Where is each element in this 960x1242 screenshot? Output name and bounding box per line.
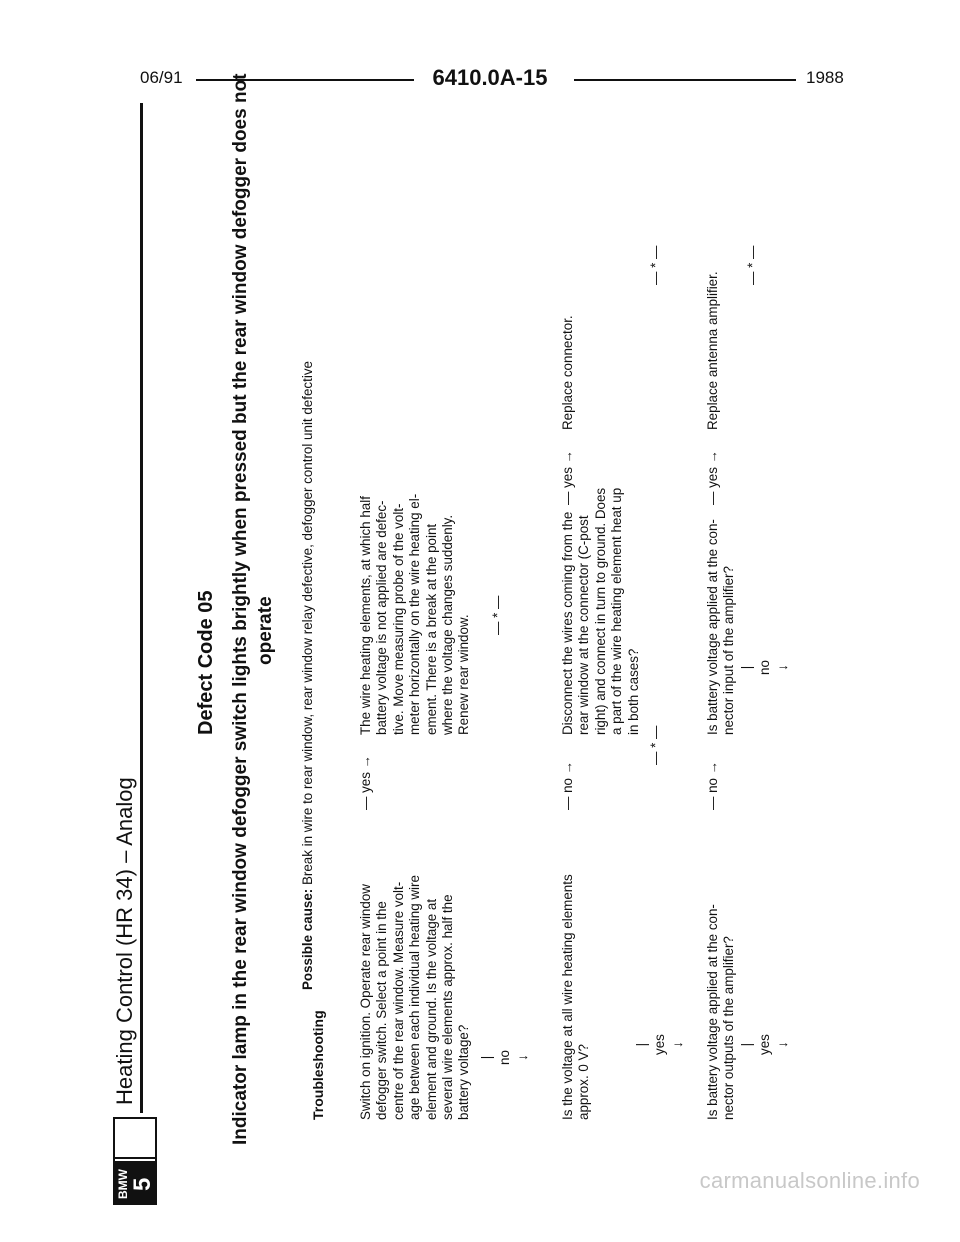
heading-line-2: operate (255, 596, 276, 665)
step3-question: Is battery voltage applied at the con- nector outputs of the amplifier? (705, 904, 737, 1120)
header-rule-left (196, 79, 414, 81)
page-header (0, 65, 960, 98)
step3-no-flow: | no ↓ (739, 660, 790, 675)
step2-yes-arrow: — yes → (560, 449, 575, 505)
header-date: 06/91 (140, 68, 183, 87)
step2-question: Is the voltage at all wire heating elements approx. 0 V? (560, 874, 592, 1120)
possible-cause-label: Possible cause: (300, 888, 315, 990)
possible-cause (300, 361, 315, 990)
step2-yes-text: Replace connector. (560, 315, 575, 430)
section-rule (140, 103, 143, 1113)
step2-no-text: Disconnect the wires coming from the rear window at the connector (C-post right) and connect in turn to ground. Does a part of the wire heating element heat up in both cases? (560, 487, 641, 735)
heading-line-1: Indicator lamp in the rear window defogger switch lights brightly when pressed but the rear window defogger does not (230, 73, 251, 1145)
step3-yes-arrow: — yes → (705, 449, 720, 505)
step2-no-end-marker: — * — (648, 725, 663, 765)
step3-no-arrow: — no → (705, 760, 720, 810)
step3-yes-end-marker: — * — (745, 245, 760, 285)
header-year: 1988 (806, 68, 844, 87)
step1-question: Switch on ignition. Operate rear window defogger switch. Select a point in the centre of the rear window. Measure volt- age between each individual heating wire element and ground. Is the voltage at several wire elements approx. half the battery voltage? (358, 875, 472, 1120)
step1-no-flow: | no ↓ (479, 1050, 530, 1065)
step1-yes-text: The wire heating elements, at which half battery voltage is not applied are defec- tive. Move measuring probe of the volt- meter horizontally on the wire heating el- ement. There is a break at the point where the voltage changes suddenly. Renew rear window. (358, 493, 472, 735)
step2-no-arrow: — no → (560, 760, 575, 810)
bmw-logo (113, 1117, 157, 1205)
section-title: Heating Control (HR 34) – Analog (112, 777, 137, 1105)
logo-brand: BMW (116, 1169, 130, 1199)
watermark: carmanualsonline.info (699, 1168, 920, 1193)
step2-yes-end-marker: — * — (648, 245, 663, 285)
logo-series: 5 (129, 1177, 156, 1191)
header-code: 6410.0A-15 (432, 65, 548, 90)
step3-yes-text: Replace antenna amplifier. (705, 271, 720, 430)
step1-yes-arrow: — yes → (358, 754, 373, 810)
step3-yes-flow: | yes ↓ (739, 1034, 790, 1055)
step1-end-marker: — * — (490, 595, 505, 635)
troubleshooting-heading: Troubleshooting (310, 1010, 326, 1120)
step2-yes-flow: | yes ↓ (634, 1034, 685, 1055)
defect-code-title: Defect Code 05 (195, 590, 217, 735)
possible-cause-text: Break in wire to rear window, rear window relay defective, defogger control unit defective (300, 361, 315, 886)
step3-no-text: Is battery voltage applied at the con- nector input of the amplifier? (705, 519, 737, 735)
header-rule-right (574, 79, 796, 81)
